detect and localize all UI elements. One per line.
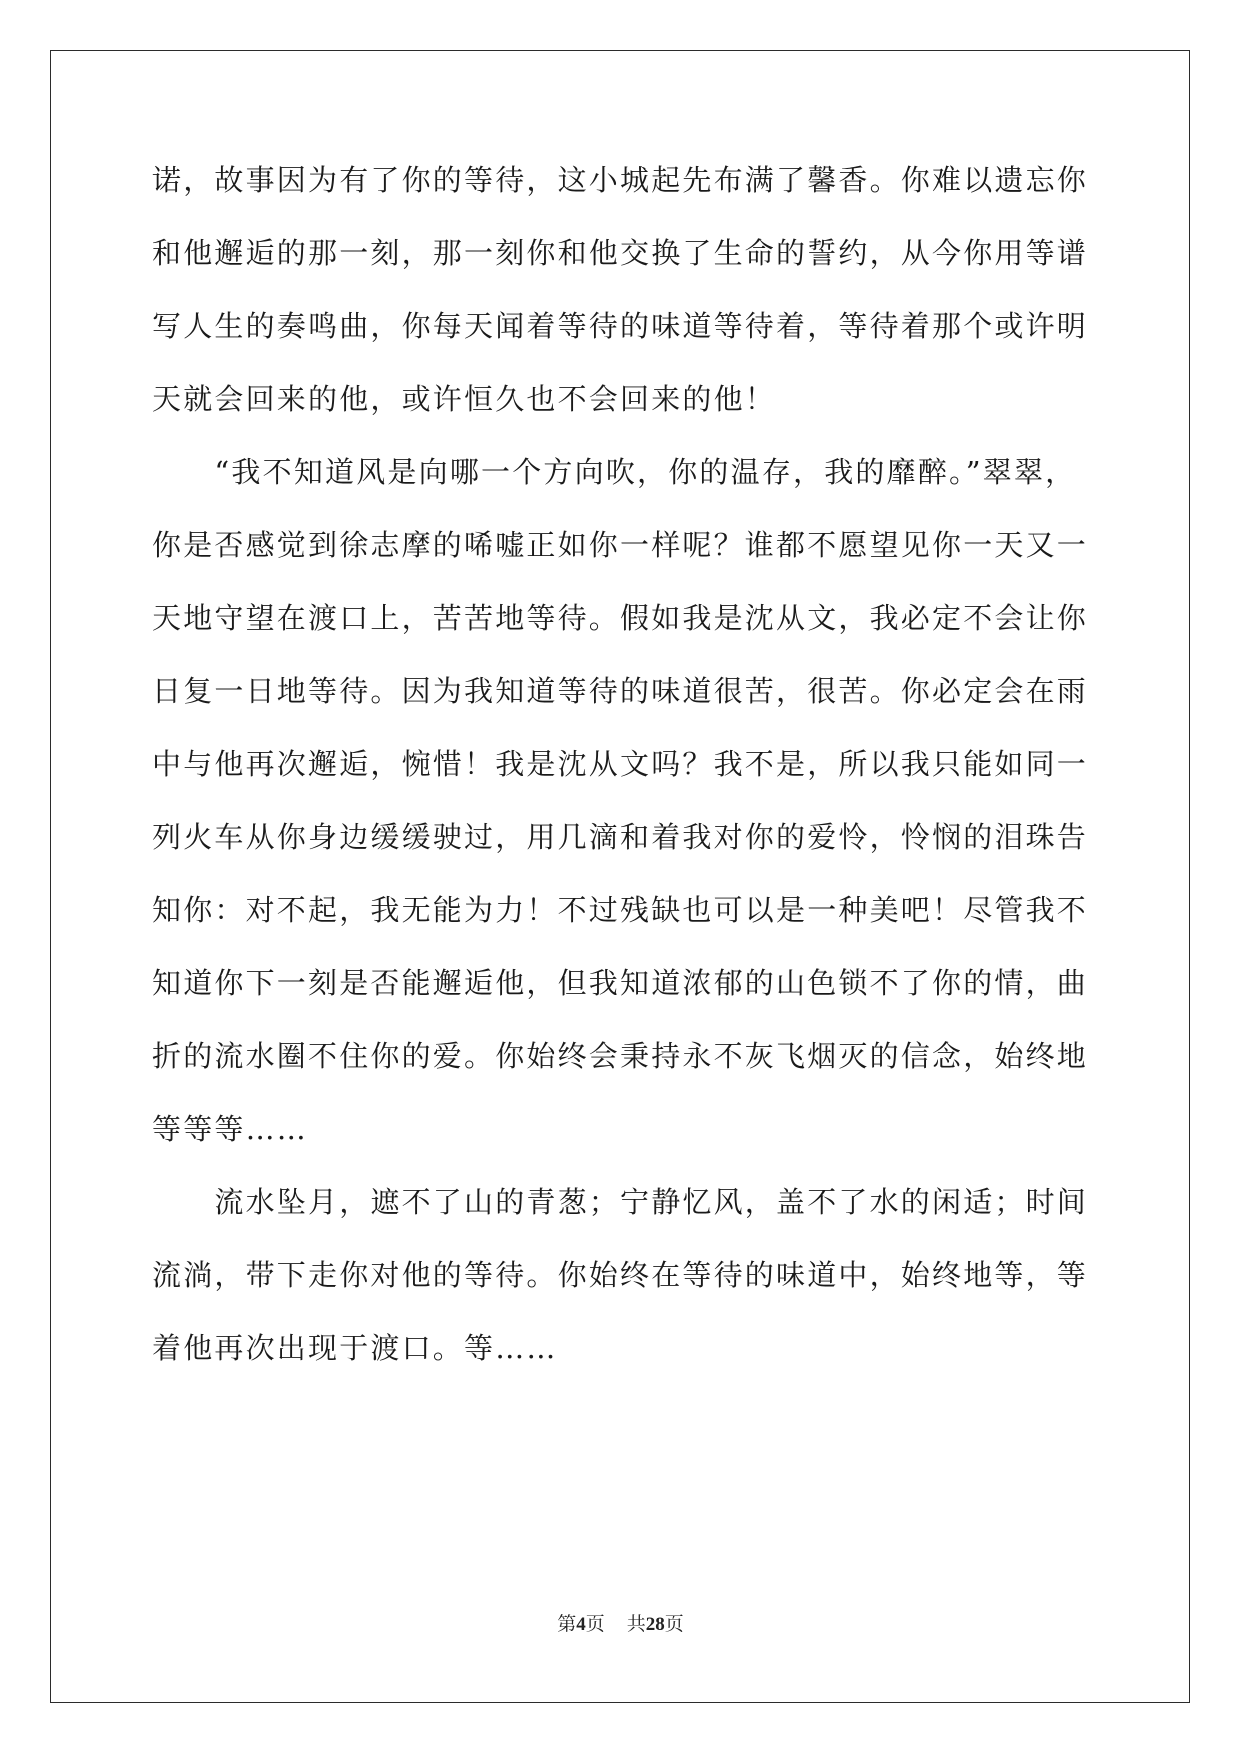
text-line: 知道你下一刻是否能邂逅他，但我知道浓郁的山色锁不了你的情，曲 (152, 966, 1089, 1000)
text-line: 列火车从你身边缓缓驶过，用几滴和着我对你的爱怜，怜悯的泪珠告 (152, 820, 1089, 854)
text-line: “我不知道风是向哪一个方向吹，你的温存，我的靡醉。”翠翠， (152, 455, 1077, 489)
text-line: 日复一日地等待。因为我知道等待的味道很苦，很苦。你必定会在雨 (152, 674, 1089, 708)
text-line: 着他再次出现于渡口。等…… (152, 1331, 558, 1365)
text-line: 等等等…… (152, 1112, 309, 1146)
page-number: 4 (576, 1614, 586, 1635)
text-line: 折的流水圈不住你的爱。你始终会秉持永不灰飞烟灭的信念，始终地 (152, 1039, 1089, 1073)
text-line: 你是否感觉到徐志摩的唏嘘正如你一样呢？谁都不愿望见你一天又一 (152, 528, 1089, 562)
text-line: 写人生的奏鸣曲，你每天闻着等待的味道等待着，等待着那个或许明 (152, 309, 1089, 343)
page-border (50, 50, 1190, 1703)
text-line: 知你：对不起，我无能为力！不过残缺也可以是一种美吧！尽管我不 (152, 893, 1089, 927)
page-footer (0, 1613, 1241, 1637)
text-line: 天地守望在渡口上，苦苦地等待。假如我是沈从文，我必定不会让你 (152, 601, 1089, 635)
page-prefix: 第 (557, 1614, 577, 1635)
total-pages: 28 (645, 1614, 665, 1635)
text-line: 诺，故事因为有了你的等待，这小城起先布满了馨香。你难以遗忘你 (152, 163, 1089, 197)
page-suffix: 页 (585, 1614, 605, 1635)
text-line: 流淌，带下走你对他的等待。你始终在等待的味道中，始终地等，等 (152, 1258, 1089, 1292)
total-prefix: 共 (626, 1614, 646, 1635)
total-suffix: 页 (664, 1614, 684, 1635)
text-line: 中与他再次邂逅，惋惜！我是沈从文吗？我不是，所以我只能如同一 (152, 747, 1089, 781)
text-line: 流水坠月，遮不了山的青葱；宁静忆风，盖不了水的闲适；时间 (152, 1185, 1089, 1219)
text-line: 天就会回来的他，或许恒久也不会回来的他！ (152, 382, 777, 416)
text-line: 和他邂逅的那一刻，那一刻你和他交换了生命的誓约，从今你用等谱 (152, 236, 1089, 270)
